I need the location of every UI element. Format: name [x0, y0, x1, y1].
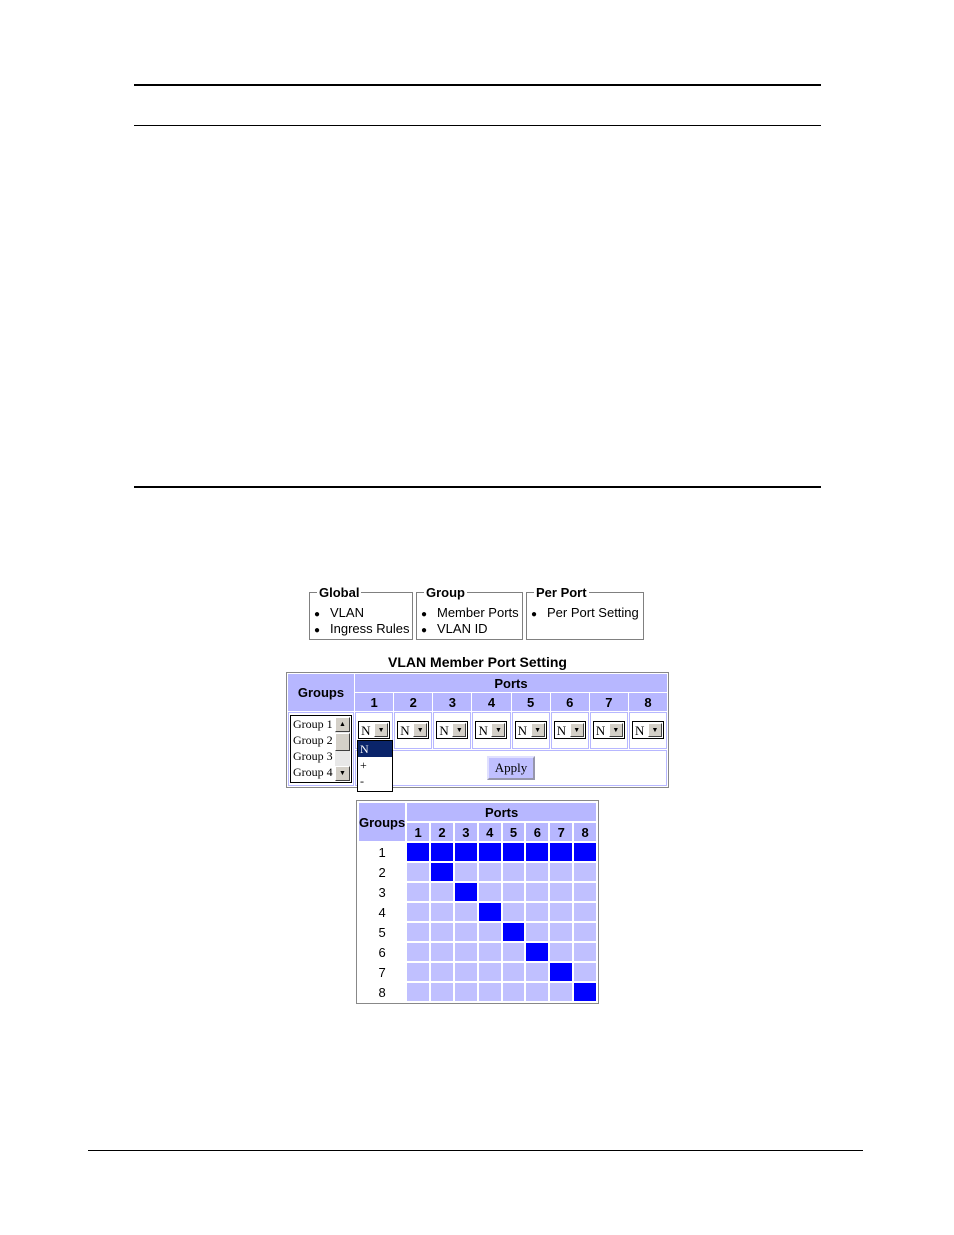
- list-item[interactable]: Group 3: [293, 749, 333, 763]
- non-member-cell: [479, 863, 501, 881]
- menu-link-vlan-id[interactable]: ● VLAN ID: [421, 621, 488, 636]
- menu-link-per-port-setting[interactable]: ● Per Port Setting: [531, 605, 639, 620]
- table-row: [359, 843, 596, 861]
- port-select-value: N: [400, 723, 410, 739]
- port-select-value: N: [595, 723, 606, 739]
- non-member-cell: [526, 923, 548, 941]
- matrix-group-label: 2: [359, 863, 405, 881]
- port-number-header: 2: [394, 693, 432, 711]
- member-cell: [431, 863, 453, 881]
- menu-global: [309, 585, 413, 640]
- non-member-cell: [526, 903, 548, 921]
- group-listbox-cell: [288, 712, 354, 786]
- listbox-scrollbar[interactable]: [335, 717, 350, 781]
- member-cell: [455, 883, 477, 901]
- non-member-cell: [574, 963, 596, 981]
- non-member-cell: [574, 883, 596, 901]
- non-member-cell: [431, 903, 453, 921]
- member-port-setting-table: [286, 672, 669, 788]
- table-row: [359, 963, 596, 981]
- member-cell: [526, 943, 548, 961]
- non-member-cell: [455, 963, 477, 981]
- top-rule-1: [134, 84, 821, 86]
- matrix-port-number: 1: [407, 823, 429, 841]
- port-2-select[interactable]: [397, 721, 429, 739]
- dropdown-option[interactable]: +: [360, 758, 367, 772]
- menu-link-ingress-rules[interactable]: ● Ingress Rules: [314, 621, 410, 636]
- port-select-cell: [394, 712, 432, 749]
- non-member-cell: [479, 883, 501, 901]
- non-member-cell: [574, 943, 596, 961]
- member-cell: [503, 843, 525, 861]
- menu-link-member-ports[interactable]: ● Member Ports: [421, 605, 519, 620]
- menu-per-port-title: Per Port: [536, 585, 587, 600]
- matrix-port-number: 2: [431, 823, 453, 841]
- non-member-cell: [503, 883, 525, 901]
- scroll-down-icon[interactable]: ▼: [335, 766, 350, 781]
- matrix-ports-header: Ports: [407, 803, 596, 821]
- non-member-cell: [550, 983, 572, 1001]
- port-5-select[interactable]: [515, 721, 547, 739]
- port-select-cell: [512, 712, 550, 749]
- port-number-header: 5: [512, 693, 550, 711]
- port-select-cell: [433, 712, 471, 749]
- port-4-select[interactable]: [475, 721, 507, 739]
- non-member-cell: [503, 903, 525, 921]
- port-number-header: 7: [590, 693, 628, 711]
- scroll-thumb[interactable]: [335, 733, 350, 751]
- port-1-select[interactable]: [358, 721, 390, 739]
- non-member-cell: [574, 863, 596, 881]
- ports-header: Ports: [355, 674, 667, 692]
- port-select-cell: [629, 712, 667, 749]
- member-cell: [550, 963, 572, 981]
- matrix-group-label: 5: [359, 923, 405, 941]
- port-6-select[interactable]: [554, 721, 586, 739]
- member-cell: [455, 843, 477, 861]
- menu-per-port: [526, 585, 644, 640]
- list-item[interactable]: Group 2: [293, 733, 333, 747]
- non-member-cell: [526, 863, 548, 881]
- non-member-cell: [407, 983, 429, 1001]
- non-member-cell: [431, 923, 453, 941]
- list-item[interactable]: Group 1: [293, 717, 333, 731]
- non-member-cell: [431, 963, 453, 981]
- menu-group: [416, 585, 523, 640]
- non-member-cell: [479, 983, 501, 1001]
- port-select-value: N: [361, 723, 371, 739]
- non-member-cell: [431, 943, 453, 961]
- non-member-cell: [526, 883, 548, 901]
- non-member-cell: [407, 903, 429, 921]
- table-row: [359, 903, 596, 921]
- non-member-cell: [503, 983, 525, 1001]
- port-number-header: 3: [433, 693, 471, 711]
- non-member-cell: [550, 863, 572, 881]
- footer-rule: [88, 1150, 863, 1151]
- matrix-group-label: 3: [359, 883, 405, 901]
- dropdown-option[interactable]: N: [358, 741, 392, 757]
- port-number-header: 8: [629, 693, 667, 711]
- non-member-cell: [455, 863, 477, 881]
- scroll-up-icon[interactable]: ▲: [335, 717, 350, 732]
- matrix-port-number: 3: [455, 823, 477, 841]
- matrix-port-number: 5: [503, 823, 525, 841]
- matrix-groups-header: Groups: [359, 803, 405, 841]
- port-select-value: N: [439, 723, 449, 739]
- menu-global-title: Global: [319, 585, 360, 600]
- table-row: [359, 863, 596, 881]
- port-select-cell: [551, 712, 589, 749]
- chevron-down-icon[interactable]: ▼: [452, 723, 466, 737]
- member-cell: [550, 843, 572, 861]
- member-cell: [431, 843, 453, 861]
- port-select-value: N: [517, 723, 527, 739]
- non-member-cell: [479, 923, 501, 941]
- member-cell: [526, 843, 548, 861]
- member-cell: [574, 843, 596, 861]
- chevron-down-icon[interactable]: ▼: [531, 723, 545, 737]
- table-row: [359, 923, 596, 941]
- port-number-header: 1: [355, 693, 393, 711]
- menu-group-title: Group: [426, 585, 465, 600]
- non-member-cell: [407, 943, 429, 961]
- non-member-cell: [431, 883, 453, 901]
- matrix-port-number: 6: [526, 823, 548, 841]
- port-number-header: 4: [472, 693, 510, 711]
- non-member-cell: [550, 943, 572, 961]
- matrix-group-label: 4: [359, 903, 405, 921]
- non-member-cell: [574, 903, 596, 921]
- port-select-value: N: [634, 723, 645, 739]
- matrix-port-number: 8: [574, 823, 596, 841]
- groups-header: Groups: [288, 674, 354, 711]
- member-cell: [479, 843, 501, 861]
- non-member-cell: [455, 903, 477, 921]
- non-member-cell: [479, 943, 501, 961]
- member-cell: [479, 903, 501, 921]
- non-member-cell: [455, 943, 477, 961]
- non-member-cell: [431, 983, 453, 1001]
- non-member-cell: [479, 963, 501, 981]
- non-member-cell: [407, 923, 429, 941]
- non-member-cell: [407, 963, 429, 981]
- chevron-down-icon[interactable]: ▼: [570, 723, 584, 737]
- non-member-cell: [503, 943, 525, 961]
- non-member-cell: [503, 863, 525, 881]
- non-member-cell: [526, 983, 548, 1001]
- non-member-cell: [550, 883, 572, 901]
- matrix-group-label: 6: [359, 943, 405, 961]
- port-8-select[interactable]: [632, 721, 664, 739]
- non-member-cell: [503, 963, 525, 981]
- matrix-group-label: 8: [359, 983, 405, 1001]
- group-listbox[interactable]: [290, 715, 352, 783]
- non-member-cell: [574, 923, 596, 941]
- chevron-down-icon[interactable]: ▼: [609, 723, 623, 737]
- chevron-down-icon[interactable]: ▼: [648, 723, 662, 737]
- matrix-port-number: 4: [479, 823, 501, 841]
- member-cell: [574, 983, 596, 1001]
- non-member-cell: [550, 903, 572, 921]
- non-member-cell: [407, 863, 429, 881]
- table-row: [359, 883, 596, 901]
- non-member-cell: [407, 883, 429, 901]
- apply-cell: [355, 750, 667, 787]
- chevron-down-icon[interactable]: ▼: [413, 723, 427, 737]
- member-cell: [503, 923, 525, 941]
- section-rule: [134, 486, 821, 488]
- port-number-header: 6: [551, 693, 589, 711]
- chevron-down-icon[interactable]: ▼: [374, 723, 388, 737]
- apply-button[interactable]: Apply: [487, 756, 536, 780]
- non-member-cell: [455, 983, 477, 1001]
- port-3-select[interactable]: [436, 721, 468, 739]
- port-select-cell: [472, 712, 510, 749]
- dropdown-option[interactable]: -: [360, 774, 364, 788]
- non-member-cell: [526, 963, 548, 981]
- non-member-cell: [550, 923, 572, 941]
- port-select-value: N: [556, 723, 567, 739]
- matrix-port-number: 7: [550, 823, 572, 841]
- matrix-group-label: 1: [359, 843, 405, 861]
- list-item[interactable]: Group 4: [293, 765, 333, 779]
- member-cell: [407, 843, 429, 861]
- port-1-dropdown-list[interactable]: [357, 740, 393, 792]
- table-row: [359, 983, 596, 1001]
- chevron-down-icon[interactable]: ▼: [491, 723, 505, 737]
- port-select-cell: [590, 712, 628, 749]
- non-member-cell: [455, 923, 477, 941]
- page-title: VLAN Member Port Setting: [388, 654, 567, 670]
- matrix-group-label: 7: [359, 963, 405, 981]
- table-row: [359, 943, 596, 961]
- top-rule-2: [134, 125, 821, 126]
- membership-matrix: [356, 800, 599, 1004]
- port-select-value: N: [478, 723, 488, 739]
- port-7-select[interactable]: [593, 721, 625, 739]
- menu-link-vlan[interactable]: ● VLAN: [314, 605, 364, 620]
